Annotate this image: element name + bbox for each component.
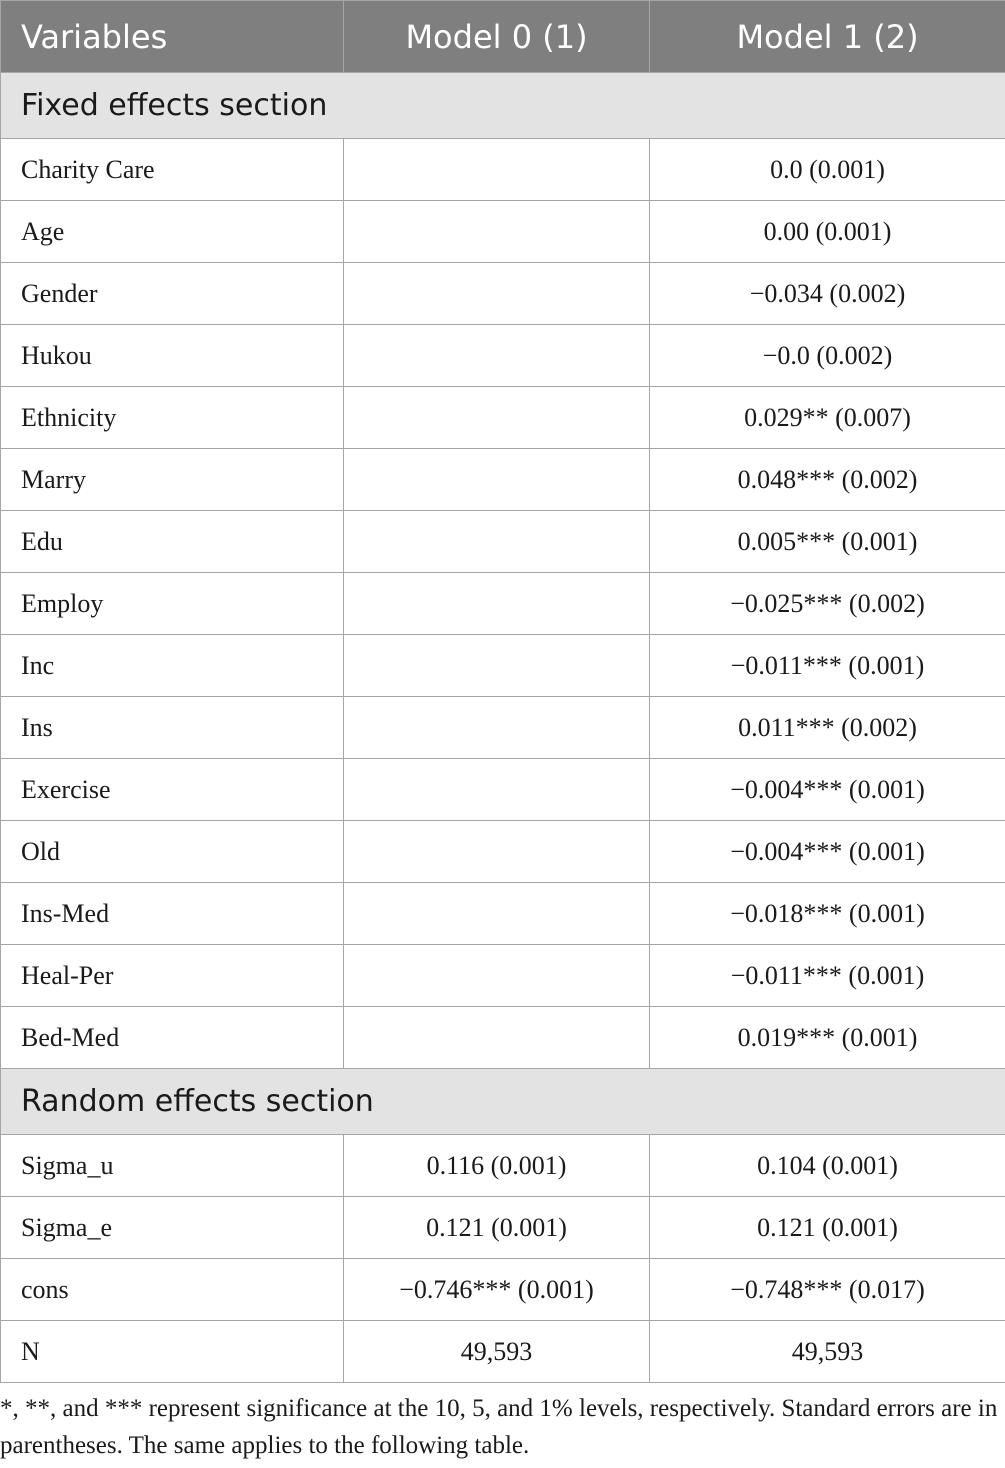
header-model-0: Model 0 (1) bbox=[344, 1, 650, 73]
variable-name: Ethnicity bbox=[1, 387, 344, 449]
model-0-value bbox=[344, 697, 650, 759]
model-1-value: 49,593 bbox=[650, 1321, 1005, 1383]
model-1-value: 0.005*** (0.001) bbox=[650, 511, 1005, 573]
model-0-value bbox=[344, 511, 650, 573]
table-row bbox=[1, 511, 1005, 573]
table-row bbox=[1, 1259, 1005, 1321]
model-1-value: −0.004*** (0.001) bbox=[650, 759, 1005, 821]
variable-name: Edu bbox=[1, 511, 344, 573]
random-effects-section-row bbox=[1, 1069, 1005, 1135]
model-1-value: 0.0 (0.001) bbox=[650, 139, 1005, 201]
model-1-value: 0.011*** (0.002) bbox=[650, 697, 1005, 759]
model-1-value: −0.025*** (0.002) bbox=[650, 573, 1005, 635]
model-0-value bbox=[344, 1007, 650, 1069]
table-row bbox=[1, 697, 1005, 759]
variable-name: Hukou bbox=[1, 325, 344, 387]
table-row bbox=[1, 1321, 1005, 1383]
model-1-value: −0.004*** (0.001) bbox=[650, 821, 1005, 883]
model-1-value: −0.018*** (0.001) bbox=[650, 883, 1005, 945]
model-1-value: 0.019*** (0.001) bbox=[650, 1007, 1005, 1069]
model-0-value bbox=[344, 139, 650, 201]
model-0-value bbox=[344, 325, 650, 387]
model-1-value: 0.00 (0.001) bbox=[650, 201, 1005, 263]
variable-name: Age bbox=[1, 201, 344, 263]
variable-name: Ins-Med bbox=[1, 883, 344, 945]
model-0-value bbox=[344, 263, 650, 325]
variable-name: Heal-Per bbox=[1, 945, 344, 1007]
model-0-value bbox=[344, 883, 650, 945]
table-row bbox=[1, 139, 1005, 201]
model-0-value bbox=[344, 387, 650, 449]
model-0-value bbox=[344, 449, 650, 511]
model-0-value bbox=[344, 201, 650, 263]
variable-name: Inc bbox=[1, 635, 344, 697]
model-1-value: 0.104 (0.001) bbox=[650, 1135, 1005, 1197]
model-0-value bbox=[344, 573, 650, 635]
table-row bbox=[1, 387, 1005, 449]
variable-name: Bed-Med bbox=[1, 1007, 344, 1069]
variable-name: Ins bbox=[1, 697, 344, 759]
table-row bbox=[1, 263, 1005, 325]
model-1-value: −0.011*** (0.001) bbox=[650, 945, 1005, 1007]
model-0-value: 0.116 (0.001) bbox=[344, 1135, 650, 1197]
variable-name: Sigma_u bbox=[1, 1135, 344, 1197]
table-row bbox=[1, 201, 1005, 263]
table-row bbox=[1, 1007, 1005, 1069]
variable-name: Employ bbox=[1, 573, 344, 635]
model-1-value: −0.011*** (0.001) bbox=[650, 635, 1005, 697]
model-1-value: −0.0 (0.002) bbox=[650, 325, 1005, 387]
table-row bbox=[1, 449, 1005, 511]
model-0-value bbox=[344, 945, 650, 1007]
model-0-value bbox=[344, 635, 650, 697]
fixed-effects-section-row bbox=[1, 73, 1005, 139]
variable-name: Charity Care bbox=[1, 139, 344, 201]
model-0-value: −0.746*** (0.001) bbox=[344, 1259, 650, 1321]
model-1-value: −0.034 (0.002) bbox=[650, 263, 1005, 325]
model-1-value: 0.029** (0.007) bbox=[650, 387, 1005, 449]
table-footnote: *, **, and *** represent significance at the 10, 5, and 1% levels, respectively. Standard errors are in parentheses. The same applies to the following table. bbox=[0, 1395, 998, 1459]
table-row bbox=[1, 1135, 1005, 1197]
variable-name: Sigma_e bbox=[1, 1197, 344, 1259]
variable-name: Gender bbox=[1, 263, 344, 325]
table-header-row bbox=[1, 1, 1005, 73]
header-model-1: Model 1 (2) bbox=[650, 1, 1005, 73]
random-effects-section-label: Random effects section bbox=[1, 1069, 1005, 1135]
model-1-value: 0.048*** (0.002) bbox=[650, 449, 1005, 511]
fixed-effects-section-label: Fixed effects section bbox=[1, 73, 1005, 139]
table-row bbox=[1, 883, 1005, 945]
model-0-value: 49,593 bbox=[344, 1321, 650, 1383]
model-1-value: 0.121 (0.001) bbox=[650, 1197, 1005, 1259]
table-row bbox=[1, 325, 1005, 387]
variable-name: Marry bbox=[1, 449, 344, 511]
variable-name: cons bbox=[1, 1259, 344, 1321]
model-0-value bbox=[344, 821, 650, 883]
table-row bbox=[1, 821, 1005, 883]
model-0-value bbox=[344, 759, 650, 821]
table-row bbox=[1, 573, 1005, 635]
table-row bbox=[1, 945, 1005, 1007]
variable-name: Old bbox=[1, 821, 344, 883]
variable-name: N bbox=[1, 1321, 344, 1383]
header-variables: Variables bbox=[1, 1, 344, 73]
table-row bbox=[1, 635, 1005, 697]
model-1-value: −0.748*** (0.017) bbox=[650, 1259, 1005, 1321]
table-row bbox=[1, 759, 1005, 821]
table-row bbox=[1, 1197, 1005, 1259]
model-0-value: 0.121 (0.001) bbox=[344, 1197, 650, 1259]
variable-name: Exercise bbox=[1, 759, 344, 821]
